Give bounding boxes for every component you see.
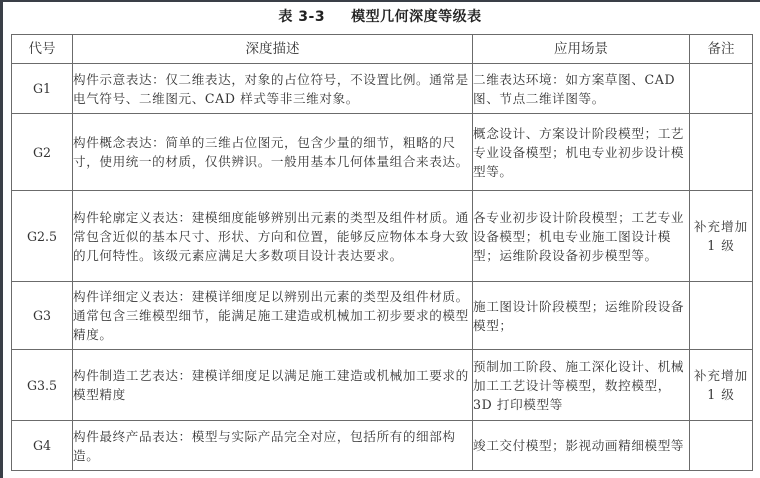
cell-scene: 二维表达环境：如方案草图、CAD 图、节点二维详图等。 <box>473 64 690 114</box>
cell-code: G3 <box>12 282 73 350</box>
table-caption <box>0 6 760 26</box>
cell-description: 构件概念表达：简单的三维占位图元，包含少量的细节，粗略的尺寸，使用统一的材质，仅供辨识。一般用基本几何体量组合来表达。 <box>73 114 473 191</box>
cell-code: G2.5 <box>12 191 73 282</box>
window-frame-top <box>0 0 760 2</box>
header-scene: 应用场景 <box>473 35 690 64</box>
cell-scene: 预制加工阶段、施工深化设计、机械加工工艺设计等模型，数控模型，3D 打印模型等 <box>473 350 690 421</box>
header-code: 代号 <box>12 35 73 64</box>
cell-code: G2 <box>12 114 73 191</box>
header-note: 备注 <box>690 35 753 64</box>
table-number: 表 3-3 <box>278 9 326 25</box>
table-row <box>12 350 753 421</box>
cell-scene: 概念设计、方案设计阶段模型；工艺专业设备模型；机电专业初步设计模型等。 <box>473 114 690 191</box>
table-row <box>12 64 753 114</box>
table-row <box>12 421 753 471</box>
cell-note <box>690 282 753 350</box>
window-frame-left <box>0 0 3 478</box>
table-row <box>12 282 753 350</box>
cell-scene: 施工图设计阶段模型；运维阶段设备模型； <box>473 282 690 350</box>
cell-note: 补充增加 1 级 <box>690 350 753 421</box>
cell-note: 补充增加 1 级 <box>690 191 753 282</box>
cell-description: 构件详细定义表达：建模详细度足以辨别出元素的类型及组件材质。通常包含三维模型细节，能满足施工建造或机械加工初步要求的模型精度。 <box>73 282 473 350</box>
header-row <box>12 35 753 64</box>
cell-scene: 各专业初步设计阶段模型；工艺专业设备模型；机电专业施工图设计模型；运维阶段设备初步模型等。 <box>473 191 690 282</box>
cell-scene: 竣工交付模型；影视动画精细模型等 <box>473 421 690 471</box>
cell-description: 构件轮廓定义表达：建模细度能够辨别出元素的类型及组件材质。通常包含近似的基本尺寸、形状、方向和位置，能够反应物体本身大致的几何特性。该级元素应满足大多数项目设计表达要求。 <box>73 191 473 282</box>
cell-description: 构件最终产品表达：模型与实际产品完全对应，包括所有的细部构造。 <box>73 421 473 471</box>
table-title: 模型几何深度等级表 <box>351 9 482 25</box>
cell-description: 构件示意表达：仅二维表达，对象的占位符号，不设置比例。通常是电气符号、二维图元、CAD 样式等非三维对象。 <box>73 64 473 114</box>
cell-note <box>690 64 753 114</box>
cell-code: G3.5 <box>12 350 73 421</box>
geometry-depth-level-table <box>11 34 753 471</box>
cell-code: G1 <box>12 64 73 114</box>
table-row <box>12 191 753 282</box>
header-description: 深度描述 <box>73 35 473 64</box>
table-row <box>12 114 753 191</box>
cell-description: 构件制造工艺表达：建模详细度足以满足施工建造或机械加工要求的模型精度 <box>73 350 473 421</box>
cell-code: G4 <box>12 421 73 471</box>
cell-note <box>690 114 753 191</box>
cell-note <box>690 421 753 471</box>
